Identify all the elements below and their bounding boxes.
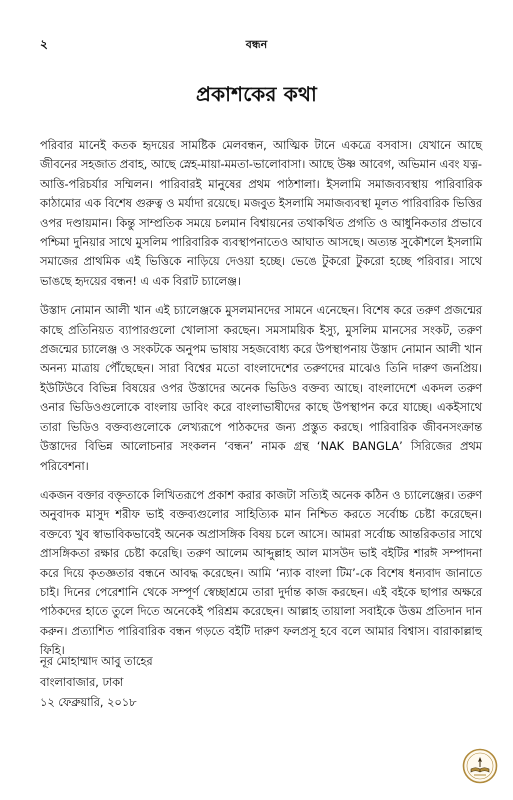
paragraph: উস্তাদ নোমান আলী খান এই চ্যালেঞ্জকে মুসলমানদের সামনে এনেছেন। বিশেষ করে তরুণ প্রজন্মের কাছে প্রতিনিয়ত ব্যাপারগুলো খোলাসা করছেন। সমসাময়িক ইস্যু, মুসলিম মানসের সংকট, তরুণ প্রজন্মের চ্যালেঞ্জ ও সংকটকে অনুপম ভাষায় সহজবোধ্য করে উপস্থাপনায় উস্তাদ নোমান আলী খান অনন্য মাত্রায় পৌঁছেছেন। সারা বিশ্বের মতো বাংলাদেশের তরুণদের মাঝেও তিনি দারুণ জনপ্রিয়। ইউটিউবে বিভিন্ন বিষয়ের ওপর উস্তাদের অনেক ভিডিও বক্তব্য আছে। বাংলাদেশে একদল তরুণ ওনার ভিডিওগুলোকে বাংলায় ডাবিং করে বাংলাভাষীদের কাছে উপস্থাপন করে যাচ্ছে। একইসাথে তারা ভিডিও বক্তব্যগুলোকে লেখ্যরূপে পাঠকদের জন্য প্রস্তুত করছে। পারিবারিক জীবনসংক্রান্ত উস্তাদের বিভিন্ন আলোচনার সংকলন ‘বন্ধন’ নামক গ্রন্থ ‘NAK BANGLA’ সিরিজের প্রথম পরিবেশনা। — [40, 304, 482, 473]
page-number: ২ — [40, 37, 48, 51]
signature-block — [40, 652, 340, 714]
book-emblem-icon — [462, 748, 498, 784]
signature-date: ১২ ফেব্রুয়ারি, ২০১৮ — [40, 696, 137, 709]
signature-name: নূর মোহাম্মাদ আবু তাহের — [40, 655, 153, 668]
paragraph: একজন বক্তার বক্তৃতাকে লিখিতরূপে প্রকাশ করার কাজটা সত্যিই অনেক কঠিন ও চ্যালেঞ্জের। তরুণ অনুবাদক মাসুদ শরীফ ভাই বক্তব্যগুলোর সাহিত্যিক মান নিশ্চিত করতে সর্বোচ্চ চেষ্টা করেছেন। বক্তব্যে খুব স্বাভাবিকভাবেই অনেক অপ্রাসঙ্গিক বিষয় চলে আসে। আমরা সর্বোচ্চ আন্তরিকতার সাথে প্রাসঙ্গিকতা রক্ষার চেষ্টা করেছি। তরুণ আলেম আব্দুল্লাহ আল মাসউদ ভাই বইটির শারঈ সম্পাদনা করে দিয়ে কৃতজ্ঞতার বন্ধনে আবদ্ধ করেছেন। আমি ‘ন্যাক বাংলা টিম’-কে বিশেষ ধন্যবাদ জানাতে চাই। দিনের পেরেশানি থেকে সম্পূর্ণ স্বেচ্ছাশ্রমে তারা দুর্দান্ত কাজ করছেন। এই বইকে ছাপার অক্ষরে পাঠকদের হাতে তুলে দিতে অনেকেই পরিশ্রম করেছেন। আল্লাহ তায়ালা সবাইকে উত্তম প্রতিদান দান করুন। প্রত্যাশিত পারিবারিক বন্ধন গড়তে বইটি দারুণ ফলপ্রসূ হবে বলে আমার বিশ্বাস। বারাকাল্লাহু ফিহি। — [40, 488, 482, 658]
signature-location: বাংলাবাজার, ঢাকা — [40, 675, 124, 689]
paragraph: পরিবার মানেই কতক হৃদয়ের সামষ্টিক মেলবন্ধন, আত্মিক টানে একত্রে বসবাস। যেখানে আছে জীবনের সহজাত প্রবাহ, আছে স্নেহ-মায়া-মমতা-ভালোবাসা। আছে উষ্ণ আবেগ, অভিমান এবং যত্ন-আত্তি-পরিচর্যার সম্মিলন। পারিবারই মানুষের প্রথম পাঠশালা। ইসলামি সমাজব্যবস্থায় পারিবারিক কাঠামোর এক বিশেষ গুরুত্ব ও মর্যাদা রয়েছে। মজবুত ইসলামি সমাজব্যবস্থা মূলত পারিবারিক ভিত্তির ওপর দণ্ডায়মান। কিন্তু সাম্প্রতিক সময়ে চলমান বিশ্বায়নের তথাকথিত প্রগতি ও আধুনিকতার প্রভাবে পশ্চিমা দুনিয়ার সাথে মুসলিম পারিবারিক ব্যবস্থাপনাতেও আঘাত আসছে। অত্যন্ত সুকৌশলে ইসলামি সমাজের প্রাথমিক এই ভিত্তিকে নাড়িয়ে দেওয়া হচ্ছে। ভেঙে টুকরো টুকরো হচ্ছে পরিবার। সাথে ভাঙছে হৃদয়ের বন্ধন! এ এক বিরাট চ্যালেঞ্জ। — [40, 139, 482, 288]
page-heading: প্রকাশকের কথা — [196, 82, 317, 106]
book-emblem-svg — [462, 748, 498, 784]
running-title: বন্ধন — [245, 38, 268, 51]
body-text — [40, 136, 482, 671]
page-header — [0, 36, 513, 52]
